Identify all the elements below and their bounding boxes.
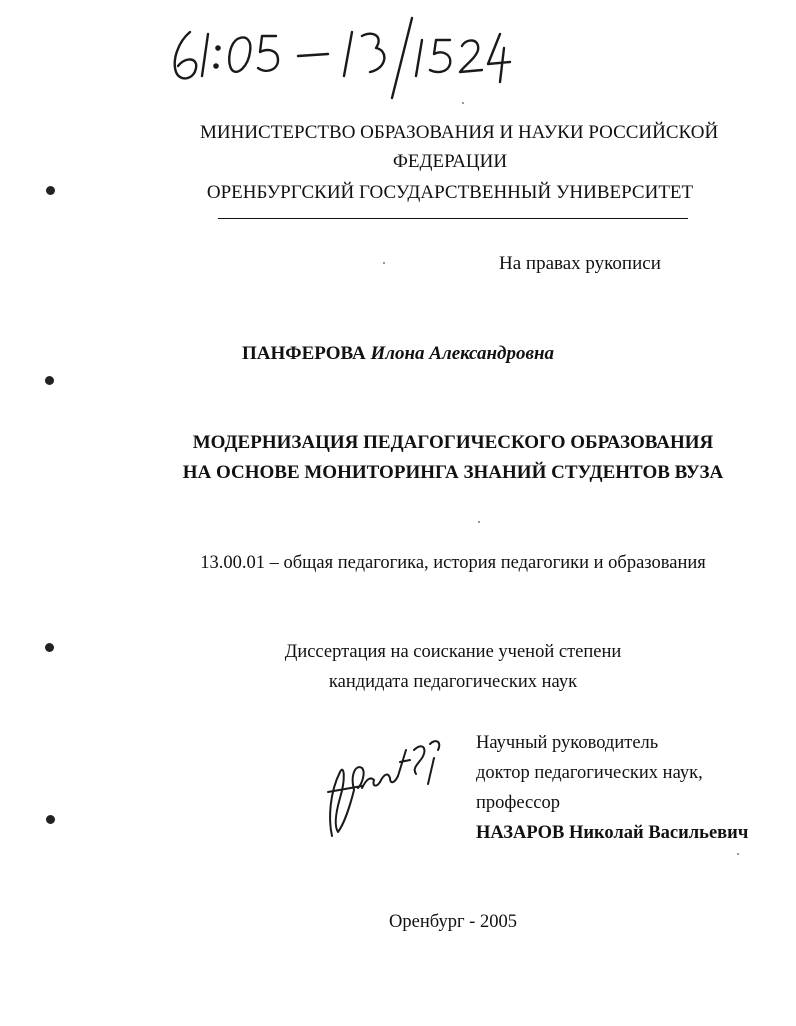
- signature: [310, 728, 445, 840]
- supervisor-role: Научный руководитель: [476, 733, 659, 753]
- binding-hole-mark: [46, 815, 55, 824]
- author-given-names: Илона Александровна: [370, 343, 555, 364]
- scan-speck: [737, 853, 739, 855]
- header-divider: [218, 218, 688, 219]
- binding-hole-mark: [46, 186, 55, 195]
- binding-hole-mark: [45, 643, 54, 652]
- university-name: ОРЕНБУРГСКИЙ ГОСУДАРСТВЕННЫЙ УНИВЕРСИТЕТ: [206, 182, 694, 203]
- dissertation-type-line-2: кандидата педагогических наук: [328, 672, 578, 692]
- supervisor-title: профессор: [476, 793, 560, 813]
- scan-speck: [383, 262, 385, 264]
- scan-speck: [478, 521, 480, 523]
- dissertation-title-line-2: НА ОСНОВЕ МОНИТОРИНГА ЗНАНИЙ СТУДЕНТОВ ВУЗА: [182, 462, 724, 483]
- supervisor-degree: доктор педагогических наук,: [476, 763, 703, 783]
- ministry-line-1: МИНИСТЕРСТВО ОБРАЗОВАНИЯ И НАУКИ РОССИЙСКОЙ: [200, 122, 719, 143]
- author-name: [0, 342, 796, 366]
- supervisor-name: НАЗАРОВ Николай Васильевич: [476, 823, 749, 843]
- city-year: Оренбург - 2005: [389, 912, 517, 932]
- handwritten-archive-code: [160, 10, 520, 100]
- specialty-code: 13.00.01 – общая педагогика, история педагогики и образования: [200, 553, 706, 573]
- dissertation-type-line-1: Диссертация на соискание ученой степени: [284, 642, 622, 662]
- dissertation-title-line-1: МОДЕРНИЗАЦИЯ ПЕДАГОГИЧЕСКОГО ОБРАЗОВАНИЯ: [192, 432, 714, 453]
- author-surname: ПАНФЕРОВА: [241, 343, 366, 364]
- ministry-line-2: ФЕДЕРАЦИИ: [392, 151, 508, 172]
- scan-speck: [462, 102, 464, 104]
- rights-note: На правах рукописи: [499, 253, 661, 274]
- binding-hole-mark: [45, 376, 54, 385]
